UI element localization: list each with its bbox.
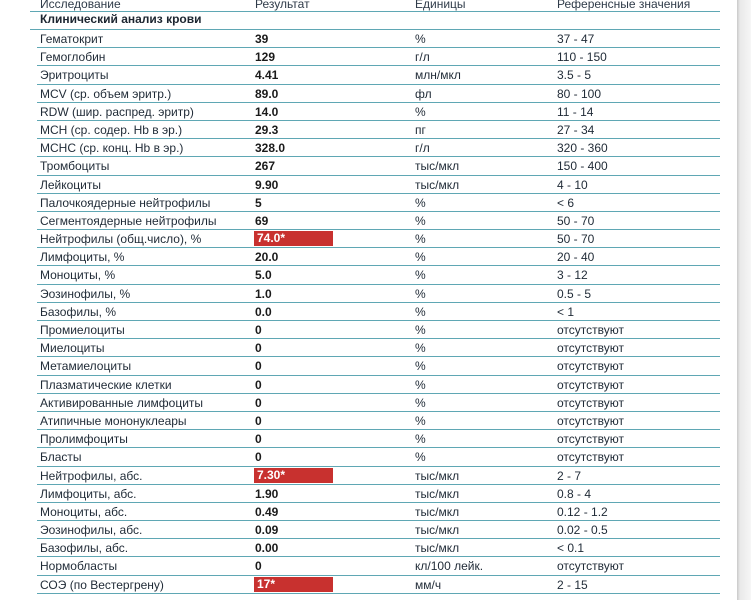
header-units: Единицы [415, 0, 466, 11]
result-value: 29.3 [255, 122, 279, 137]
result-value: 0 [255, 395, 262, 410]
result-value: 328.0 [255, 141, 286, 156]
reference-range: отсутствуют [557, 377, 624, 392]
unit: пг [415, 122, 426, 137]
result-value: 0 [255, 377, 262, 392]
unit: мм/ч [415, 577, 442, 592]
reference-range: отсутствуют [557, 395, 624, 410]
result-value: 0.0 [255, 304, 272, 319]
result-value: 39 [255, 32, 269, 46]
result-value: 0.00 [255, 541, 279, 556]
unit: % [415, 195, 426, 210]
result-value: 1.90 [255, 486, 279, 501]
table-row [0, 485, 737, 503]
table-row [0, 394, 737, 412]
unit: млн/мкл [415, 68, 461, 83]
table-row [0, 248, 737, 266]
reference-range: 50 - 70 [557, 232, 595, 247]
unit: % [415, 323, 426, 337]
reference-range: 0.12 - 1.2 [557, 504, 608, 519]
result-value: 129 [255, 50, 276, 65]
reference-range: 0.5 - 5 [557, 286, 592, 301]
unit: % [415, 268, 426, 283]
unit: % [415, 413, 426, 428]
result-value: 4.41 [255, 68, 279, 83]
unit: % [415, 304, 426, 319]
results-table [0, 30, 737, 594]
table-row [0, 48, 737, 66]
result-value: 14.0 [255, 104, 279, 119]
table-row [0, 212, 737, 230]
reference-range: 27 - 34 [557, 122, 595, 137]
unit: % [415, 32, 426, 46]
test-name: Нормобласты [40, 559, 118, 574]
reference-range: отсутствуют [557, 450, 624, 465]
unit: % [415, 359, 426, 374]
result-value: 0 [255, 432, 262, 447]
test-name: Плазматические клетки [40, 377, 172, 392]
result-value: 0 [255, 341, 262, 356]
unit: % [415, 104, 426, 119]
result-value: 0.49 [255, 504, 279, 519]
unit: тыс/мкл [415, 468, 460, 483]
table-row [0, 266, 737, 284]
table-row [0, 430, 737, 448]
reference-range: 11 - 14 [557, 104, 594, 119]
test-name: Лейкоциты [40, 177, 102, 192]
test-name: Эозинофилы, абс. [40, 523, 143, 538]
test-name: Бласты [40, 450, 82, 465]
table-row [0, 139, 737, 157]
unit: фл [415, 86, 432, 101]
result-value: 5 [255, 195, 262, 210]
result-value: 0 [255, 559, 262, 574]
test-name: Активированные лимфоциты [40, 395, 204, 410]
table-row [0, 357, 737, 375]
table-row [0, 376, 737, 394]
table-row [0, 66, 737, 84]
unit: кл/100 лейк. [415, 559, 484, 574]
test-name: Гематокрит [40, 32, 104, 46]
result-value: 0 [255, 323, 262, 337]
reference-range: 50 - 70 [557, 213, 595, 228]
test-name: Лимфоциты, абс. [40, 486, 137, 501]
reference-range: 320 - 360 [557, 141, 608, 156]
unit: тыс/мкл [415, 159, 460, 174]
table-row [0, 85, 737, 103]
header-reference: Референсные значения [557, 0, 691, 11]
table-row [0, 576, 737, 594]
test-name: Промиелоциты [40, 323, 125, 337]
reference-range: 37 - 47 [557, 32, 595, 46]
test-name: СОЭ (по Вестергрену) [40, 577, 164, 592]
table-row [0, 176, 737, 194]
table-row [0, 194, 737, 212]
unit: % [415, 432, 426, 447]
table-row [0, 157, 737, 175]
reference-range: отсутствуют [557, 323, 624, 337]
table-row [0, 121, 737, 139]
table-row [0, 321, 737, 339]
test-name: Нейтрофилы, абс. [40, 468, 143, 483]
result-value: 20.0 [255, 250, 279, 265]
table-row [0, 30, 737, 48]
reference-range: < 0.1 [557, 541, 585, 556]
test-name: Метамиелоциты [40, 359, 132, 374]
unit: тыс/мкл [415, 541, 460, 556]
test-name: Моноциты, абс. [40, 504, 128, 519]
result-value: 5.0 [255, 268, 272, 283]
reference-range: 150 - 400 [557, 159, 608, 174]
reference-range: < 1 [557, 304, 575, 319]
reference-range: отсутствуют [557, 559, 624, 574]
test-name: Нейтрофилы (общ.число), % [40, 232, 202, 247]
result-value: 69 [255, 213, 269, 228]
test-name: Миелоциты [40, 341, 105, 356]
test-name: Гемоглобин [40, 50, 106, 65]
page-edge-shadow [737, 0, 751, 600]
test-name: Эозинофилы, % [40, 286, 131, 301]
table-row [0, 412, 737, 430]
test-name: MCHC (ср. конц. Hb в эр.) [40, 141, 184, 156]
table-row [0, 503, 737, 521]
table-row [0, 285, 737, 303]
test-name: Сегментоядерные нейтрофилы [40, 213, 217, 228]
table-row [0, 303, 737, 321]
table-row [0, 467, 737, 485]
test-name: Базофилы, абс. [40, 541, 129, 556]
reference-range: 80 - 100 [557, 86, 602, 101]
result-value: 0 [255, 413, 262, 428]
unit: % [415, 377, 426, 392]
unit: % [415, 450, 426, 465]
result-value: 0.09 [255, 523, 279, 538]
reference-range: 3 - 12 [557, 268, 588, 283]
table-row [0, 557, 737, 575]
reference-range: отсутствуют [557, 413, 624, 428]
unit: % [415, 232, 426, 247]
table-row [0, 521, 737, 539]
test-name: Базофилы, % [40, 304, 116, 319]
unit: % [415, 213, 426, 228]
result-value: 9.90 [255, 177, 279, 192]
unit: % [415, 286, 426, 301]
reference-range: 110 - 150 [557, 50, 607, 65]
test-name: MCH (ср. содер. Hb в эр.) [40, 122, 183, 137]
section-title: Клинический анализ крови [40, 12, 202, 26]
test-name: Моноциты, % [40, 268, 116, 283]
reference-range: отсутствуют [557, 432, 624, 447]
reference-range: 4 - 10 [557, 177, 588, 192]
unit: г/л [415, 50, 430, 65]
result-value: 1.0 [255, 286, 272, 301]
test-name: MCV (ср. объем эритр.) [40, 86, 172, 101]
result-value-flagged: 74.0* [254, 231, 333, 246]
reference-range: 0.02 - 0.5 [557, 523, 608, 538]
unit: тыс/мкл [415, 486, 460, 501]
test-name: Палочкоядерные нейтрофилы [40, 195, 211, 210]
test-name: Пролимфоциты [40, 432, 128, 447]
table-row [0, 230, 737, 248]
table-row [0, 539, 737, 557]
header-result: Результат [255, 0, 310, 11]
reference-range: 3.5 - 5 [557, 68, 592, 83]
unit: тыс/мкл [415, 177, 460, 192]
result-value: 0 [255, 359, 262, 374]
test-name: Эритроциты [40, 68, 109, 83]
unit: тыс/мкл [415, 504, 460, 519]
result-value-flagged: 17* [254, 577, 333, 592]
unit: г/л [415, 141, 430, 156]
result-value: 89.0 [255, 86, 279, 101]
table-row [0, 448, 737, 466]
test-name: Атипичные мононуклеары [40, 413, 187, 428]
result-value-flagged: 7.30* [254, 468, 333, 483]
header-test: Исследование [40, 0, 121, 11]
test-name: Тромбоциты [40, 159, 110, 174]
reference-range: отсутствуют [557, 359, 624, 374]
reference-range: отсутствуют [557, 341, 624, 356]
table-row [0, 103, 737, 121]
result-value: 267 [255, 159, 276, 174]
test-name: Лимфоциты, % [40, 250, 125, 265]
table-header [0, 0, 737, 11]
reference-range: < 6 [557, 195, 575, 210]
unit: % [415, 395, 426, 410]
result-value: 0 [255, 450, 262, 465]
unit: % [415, 341, 426, 356]
reference-range: 0.8 - 4 [557, 486, 592, 501]
test-name: RDW (шир. распред. эритр) [40, 104, 194, 119]
reference-range: 2 - 7 [557, 468, 582, 483]
unit: % [415, 250, 426, 265]
reference-range: 2 - 15 [557, 577, 588, 592]
unit: тыс/мкл [415, 523, 460, 538]
reference-range: 20 - 40 [557, 250, 595, 265]
table-row [0, 339, 737, 357]
